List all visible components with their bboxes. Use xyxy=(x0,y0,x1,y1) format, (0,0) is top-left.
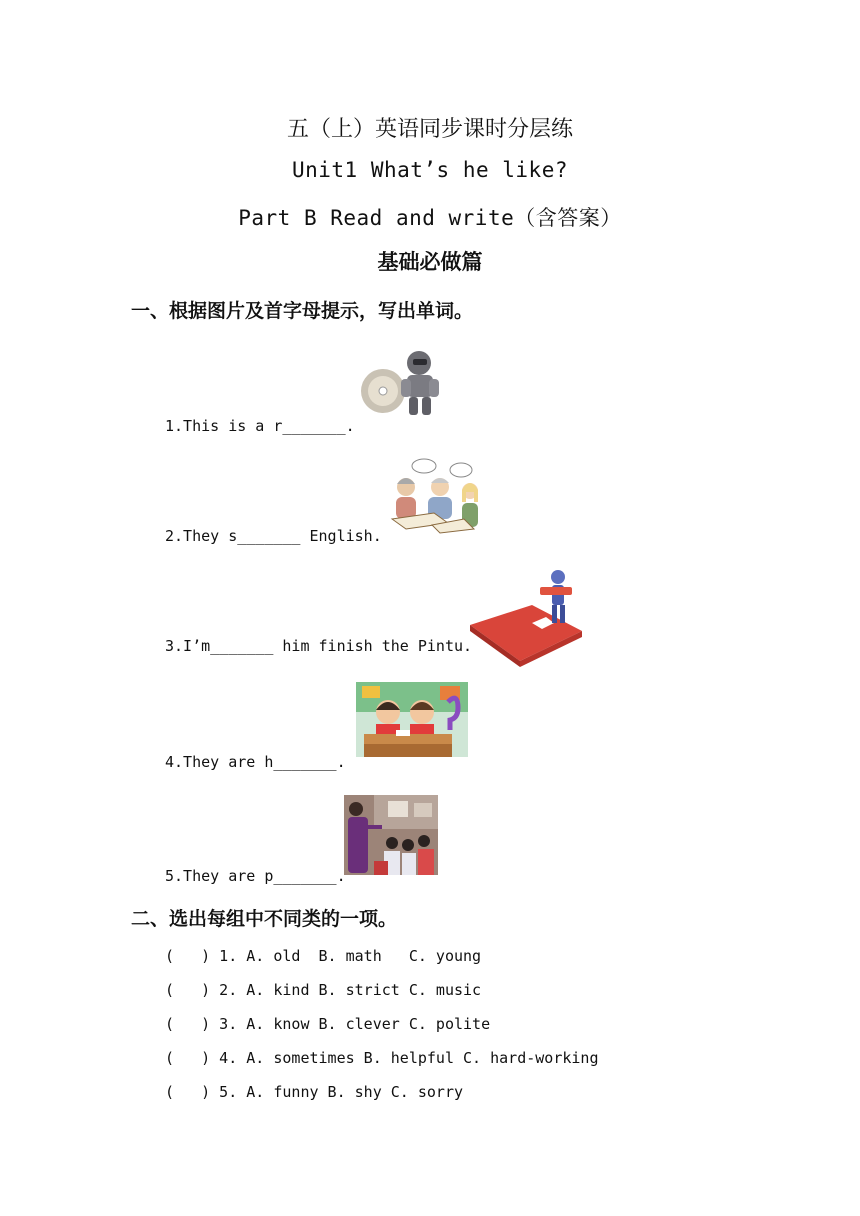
people-speaking-icon xyxy=(388,457,484,535)
question-3: 3.I’m_______ him finish the Pintu. xyxy=(165,637,473,655)
question-1: 1.This is a r_______. xyxy=(165,417,355,435)
level-subtitle: 基础必做篇 xyxy=(377,250,483,274)
worksheet-title: 五（上）英语同步课时分层练 xyxy=(286,117,573,142)
choice-item-4: ( ) 4. A. sometimes B. helpful C. hard-working xyxy=(165,1049,599,1067)
robot-with-cd-icon xyxy=(359,345,449,417)
question-2: 2.They s_______ English. xyxy=(165,527,382,545)
choice-item-3: ( ) 3. A. know B. clever C. polite xyxy=(165,1015,491,1033)
unit-title: Unit1 What’s he like? xyxy=(291,158,568,182)
section2-heading: 二、选出每组中不同类的一项。 xyxy=(131,908,398,930)
question-4: 4.They are h_______. xyxy=(165,753,346,771)
choice-item-1: ( ) 1. A. old B. math C. young xyxy=(165,947,482,965)
classroom-photo-icon xyxy=(344,795,438,875)
choice-item-5: ( ) 5. A. funny B. shy C. sorry xyxy=(165,1083,464,1101)
puzzle-figure-icon xyxy=(466,565,584,670)
choice-item-2: ( ) 2. A. kind B. strict C. music xyxy=(165,981,482,999)
part-title: Part B Read and write（含答案） xyxy=(238,206,622,230)
question-5: 5.They are p_______. xyxy=(165,867,346,885)
section1-heading: 一、根据图片及首字母提示，写出单词。 xyxy=(131,300,474,322)
children-studying-icon xyxy=(356,682,468,757)
